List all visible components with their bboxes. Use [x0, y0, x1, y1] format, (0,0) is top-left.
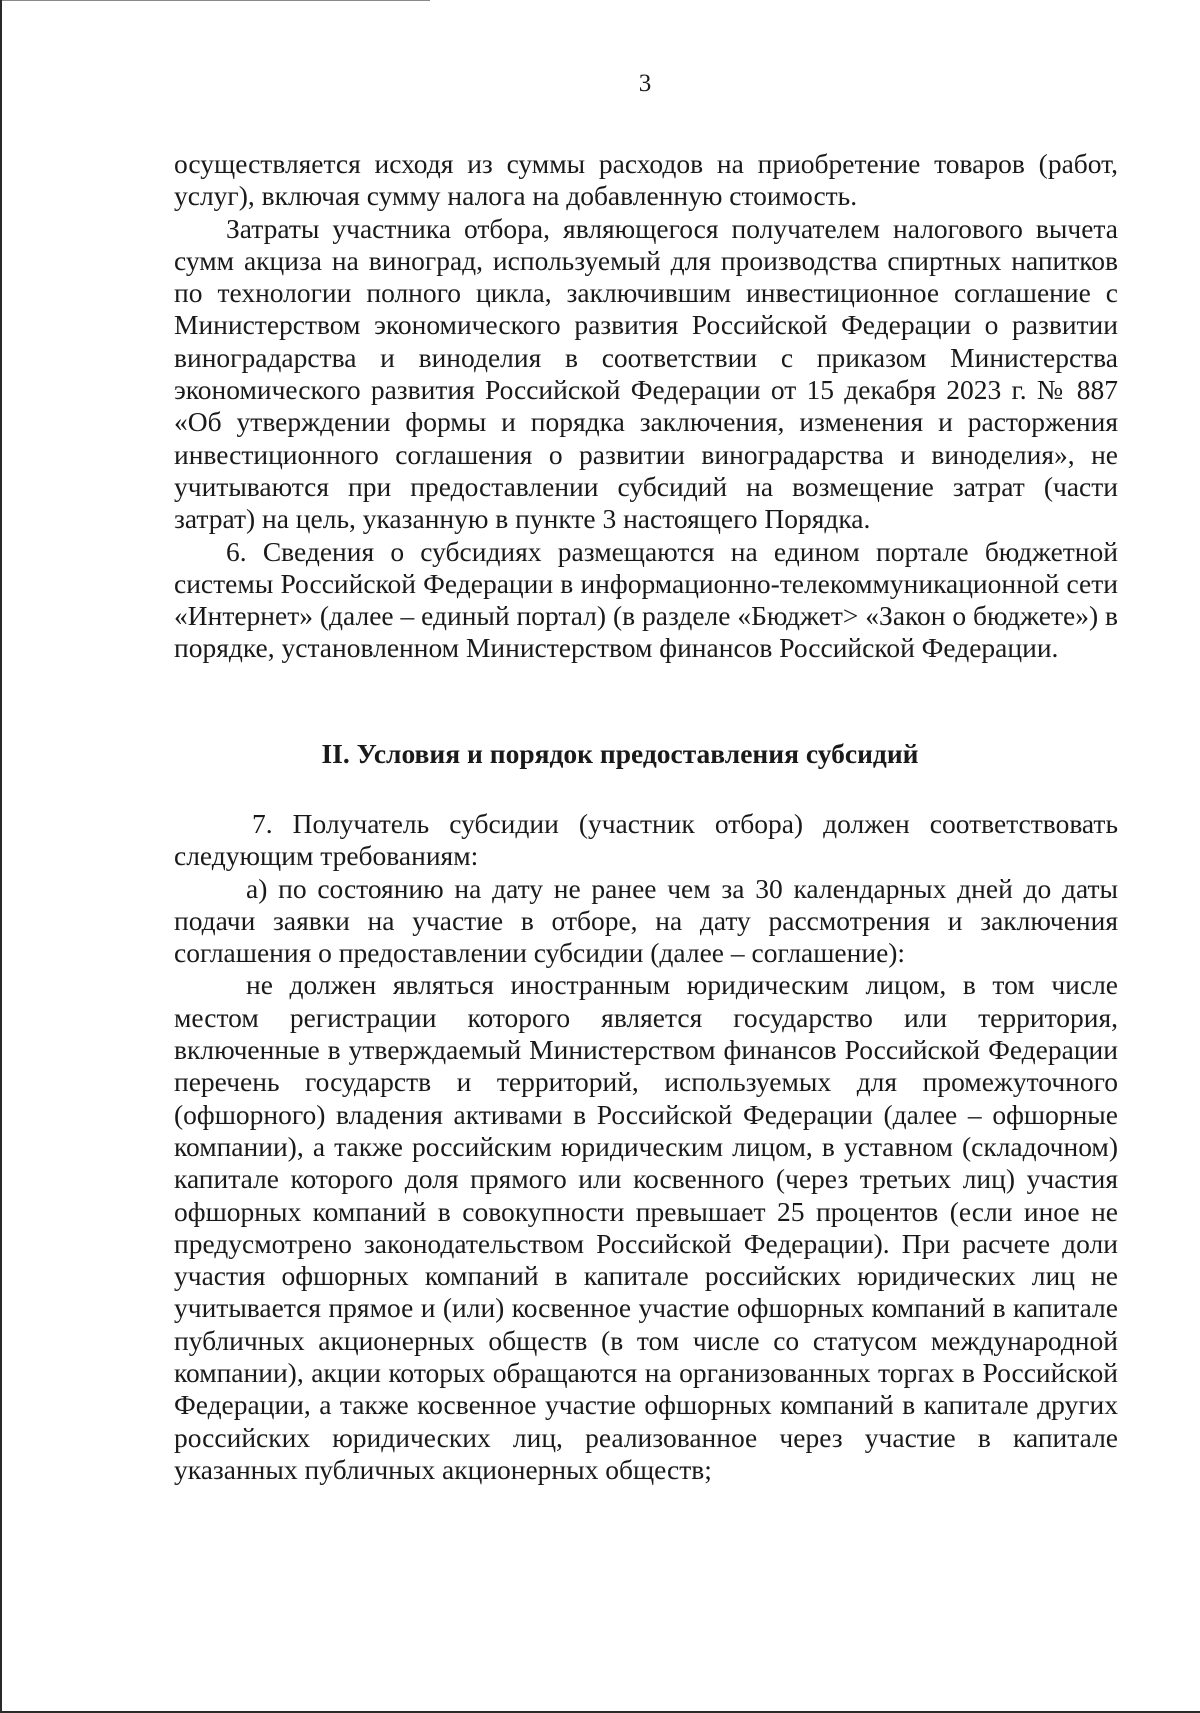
- scan-edge-left: [0, 0, 2, 1713]
- paragraph-excise-costs: Затраты участника отбора, являющегося получателем налогового вычета сумм акциза на виноград, используемый для производства спиртных напитков по технологии полного цикла, заключившим инвестиционное соглашение с Министерством экономического развития Российской Федерации о развитии виноградарства и виноделия в соответствии с приказом Министерства экономического развития Российской Федерации от 15 декабря 2023 г. № 887 «Об утверждении формы и порядка заключения, изменения и расторжения инвестиционного соглашения о развитии виноградарства и виноделия», не учитываются при предоставлении субсидий на возмещение затрат (части затрат) на цель, указанную в пункте 3 настоящего Порядка.: [174, 212, 1118, 535]
- paragraph-a-date: а) по состоянию на дату не ранее чем за 30 календарных дней до даты подачи заявки на участие в отборе, на дату рассмотрения и заключения соглашения о предоставлении субсидии (далее – соглашение):: [174, 872, 1118, 969]
- paragraph-continuation: осуществляется исходя из суммы расходов на приобретение товаров (работ, услуг), включая сумму налога на добавленную стоимость.: [174, 148, 1118, 212]
- paragraph-6-subsidy-info: 6. Сведения о субсидиях размещаются на едином портале бюджетной системы Российской Федерации в информационно-телекоммуникационной сети «Интернет» (далее – единый портал) (в разделе «Бюджет> «Закон о бюджете») в порядке, установленном Министерством финансов Российской Федерации.: [174, 535, 1118, 664]
- scan-edge-top: [0, 0, 430, 1]
- page-number: 3: [638, 70, 652, 97]
- text-block-requirements: [174, 808, 1118, 1486]
- paragraph-7-recipient: 7. Получатель субсидии (участник отбора) должен соответствовать следующим требованиям:: [174, 808, 1118, 872]
- paragraph-offshore: не должен являться иностранным юридическим лицом, в том числе местом регистрации которого является государство или территория, включенные в утверждаемый Министерством финансов Российской Федерации перечень государств и территорий, используемых для промежуточного (офшорного) владения активами в Российской Федерации (далее – офшорные компании), а также российским юридическим лицом, в уставном (складочном) капитале которого доля прямого или косвенного (через третьих лиц) участия офшорных компаний в совокупности превышает 25 процентов (если иное не предусмотрено законодательством Российской Федерации). При расчете доли участия офшорных компаний в капитале российских юридических лиц не учитывается прямое и (или) косвенное участие офшорных компаний в капитале публичных акционерных обществ (в том числе со статусом международной компании), акции которых обращаются на организованных торгах в Российской Федерации, а также косвенное участие офшорных компаний в капитале других российских юридических лиц, реализованное через участие в капитале указанных публичных акционерных обществ;: [174, 969, 1118, 1485]
- text-block-intro: [174, 148, 1118, 665]
- section-heading: II. Условия и порядок предоставления субсидий: [321, 738, 919, 769]
